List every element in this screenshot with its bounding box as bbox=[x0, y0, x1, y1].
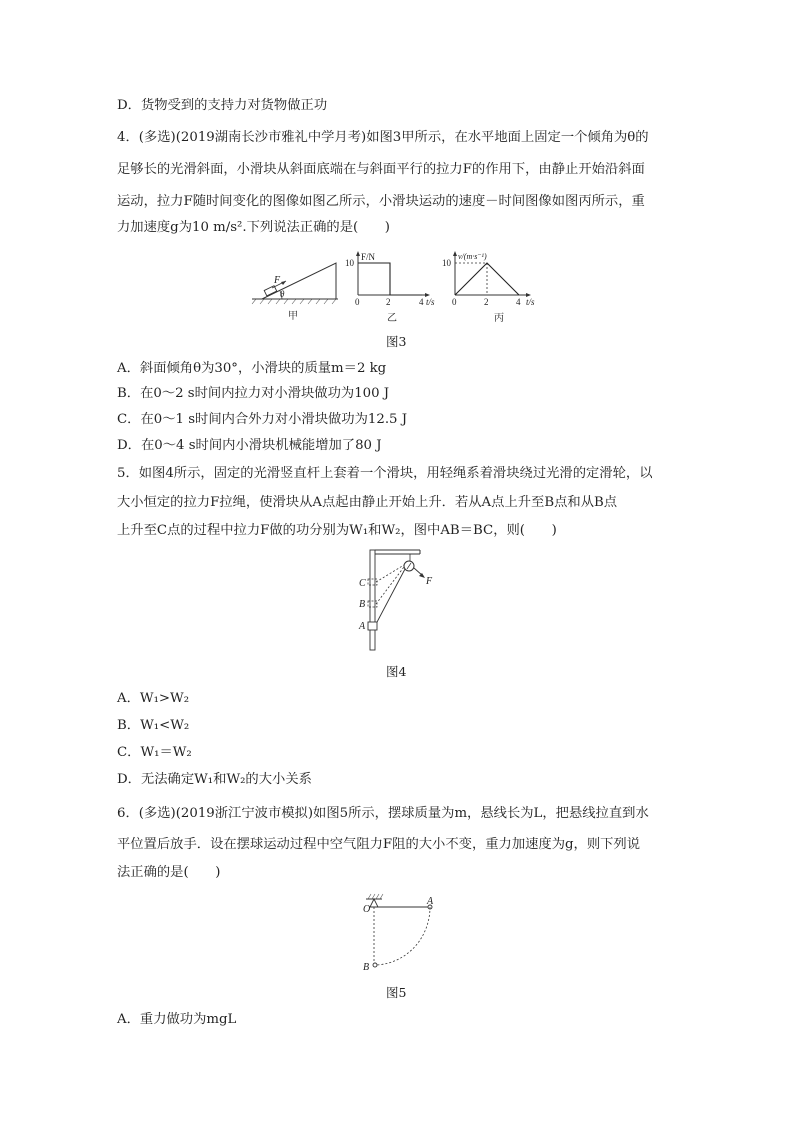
q5-option-b: B．W₁<W₂ bbox=[117, 718, 190, 733]
q6-stem-line2: 平位置后放手．设在摆球运动过程中空气阻力F阻的大小不变，重力加速度为g，则下列说 bbox=[117, 837, 641, 852]
fig3-theta-label: θ bbox=[280, 289, 285, 299]
F-t-series-line bbox=[358, 263, 422, 295]
q5-option-c: C．W₁＝W₂ bbox=[117, 745, 192, 760]
figure3-F-t-chart bbox=[340, 250, 440, 328]
fig3-jia-label: 甲 bbox=[288, 311, 298, 322]
yi-x-tick-0: 0 bbox=[355, 297, 360, 307]
q4-stem-line4: 力加速度g为10 m/s².下列说法正确的是( ) bbox=[117, 220, 390, 235]
q4-option-b: B．在0～2 s时间内拉力对小滑块做功为100 J bbox=[117, 386, 390, 401]
figure5-pendulum bbox=[355, 893, 445, 978]
q5-option-a: A．W₁>W₂ bbox=[117, 691, 190, 706]
figure5-caption: 图5 bbox=[386, 985, 407, 1000]
figure4-pulley-rod bbox=[355, 548, 445, 658]
q5-stem-line3: 上升至C点的过程中拉力F做的功分别为W₁和W₂，图中AB＝BC，则( ) bbox=[117, 523, 557, 538]
q4-stem-line3: 运动，拉力F随时间变化的图像如图乙所示，小滑块运动的速度－时间图像如图丙所示，重 bbox=[117, 194, 645, 209]
bing-y-axis-label: v/(m·s⁻¹) bbox=[458, 252, 487, 261]
q5-stem-line2: 大小恒定的拉力F拉绳，使滑块从A点起由静止开始上升．若从A点上升至B点和从B点 bbox=[117, 495, 618, 510]
bing-x-tick-2: 2 bbox=[484, 297, 489, 307]
figure3-v-t-chart bbox=[440, 250, 550, 328]
q6-option-a: A．重力做功为mgL bbox=[117, 1012, 237, 1027]
q4-option-a: A．斜面倾角θ为30°，小滑块的质量m＝2 kg bbox=[117, 361, 387, 376]
q6-stem-line1: 6．(多选)(2019浙江宁波市模拟)如图5所示，摆球质量为m，悬线长为L，把悬线拉直到水 bbox=[117, 806, 649, 821]
fig3-F-label: F bbox=[274, 275, 281, 286]
q4-option-c: C．在0～1 s时间内合外力对小滑块做功为12.5 J bbox=[117, 412, 408, 427]
fig5-A-label: A bbox=[427, 896, 434, 907]
q5-stem-line1: 5．如图4所示，固定的光滑竖直杆上套着一个滑块，用轻绳系着滑块绕过光滑的定滑轮，以 bbox=[117, 466, 653, 481]
yi-x-axis-label: t/s bbox=[426, 297, 435, 307]
q4-stem-line1: 4．(多选)(2019湖南长沙市雅礼中学月考)如图3甲所示，在水平地面上固定一个倾角为θ的 bbox=[117, 130, 649, 145]
yi-y-tick-10: 10 bbox=[345, 258, 354, 268]
fig4-A-label: A bbox=[359, 621, 366, 632]
fig4-C-label: C bbox=[359, 578, 366, 589]
bing-x-tick-4: 4 bbox=[516, 297, 521, 307]
q5-option-d: D．无法确定W₁和W₂的大小关系 bbox=[117, 772, 312, 787]
q3-option-d: D．货物受到的支持力对货物做正功 bbox=[117, 98, 328, 113]
yi-x-tick-2: 2 bbox=[386, 297, 391, 307]
fig4-B-label: B bbox=[359, 599, 366, 610]
fig5-O-label: O bbox=[363, 904, 371, 915]
bing-x-axis-label: t/s bbox=[526, 297, 535, 307]
yi-y-axis-label: F/N bbox=[361, 252, 376, 262]
fig5-B-label: B bbox=[363, 962, 370, 973]
q4-stem-line2: 足够长的光滑斜面，小滑块从斜面底端在与斜面平行的拉力F的作用下，由静止开始沿斜面 bbox=[117, 162, 645, 177]
bing-y-tick-10: 10 bbox=[442, 258, 451, 268]
yi-x-tick-4: 4 bbox=[419, 297, 424, 307]
fig4-F-label: F bbox=[426, 576, 433, 587]
bing-x-tick-0: 0 bbox=[452, 297, 457, 307]
figure3-caption: 图3 bbox=[386, 334, 407, 349]
fig3-bing-label: 丙 bbox=[494, 313, 504, 324]
fig3-yi-label: 乙 bbox=[387, 313, 397, 324]
q6-stem-line3: 法正确的是( ) bbox=[117, 865, 221, 880]
figure4-caption: 图4 bbox=[386, 664, 407, 679]
figure3-incline bbox=[250, 255, 340, 325]
q4-option-d: D．在0～4 s时间内小滑块机械能增加了80 J bbox=[117, 438, 382, 453]
